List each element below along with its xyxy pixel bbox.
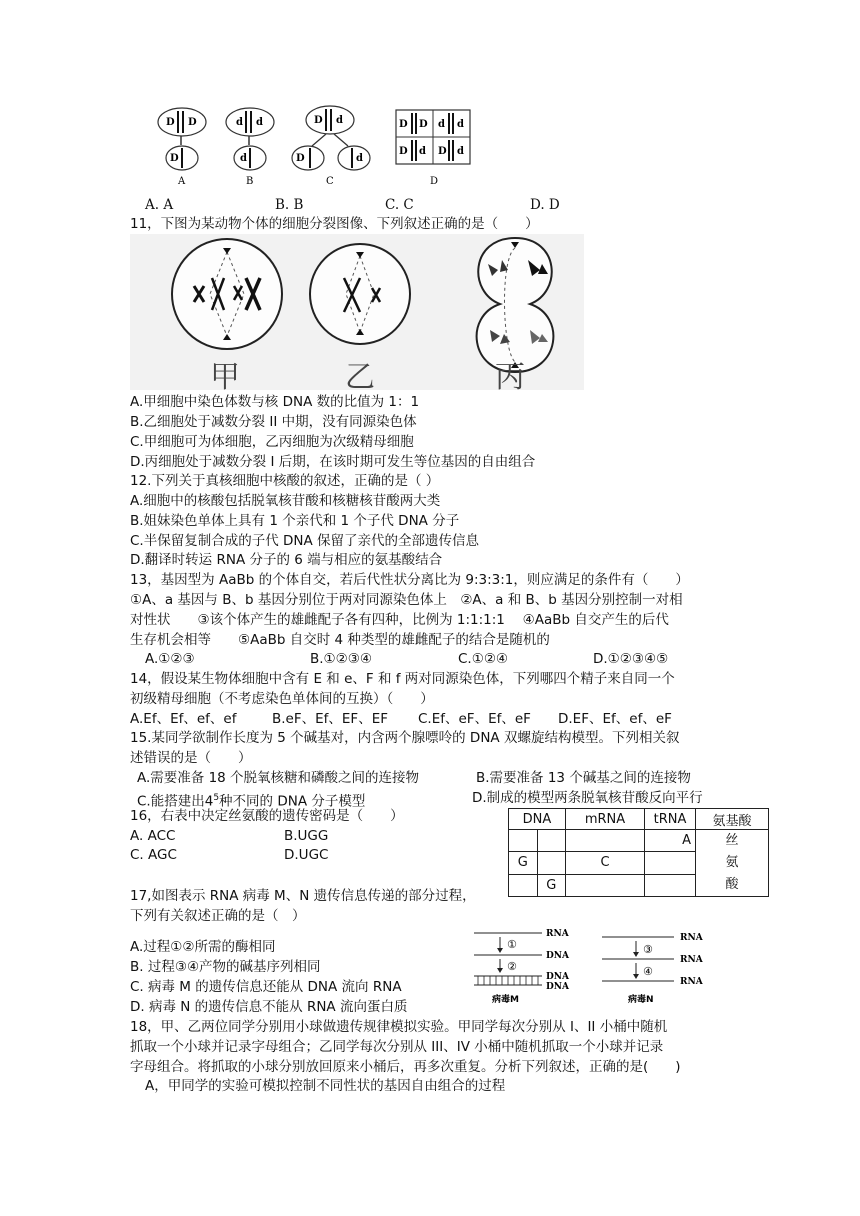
q13-option-a[interactable]: A.①②③ [145, 651, 195, 667]
q14-stem: 14，假设某生物体细胞中含有 E 和 e、F 和 f 两对同源染色体，下列哪四个精子来自同一个 [130, 671, 675, 687]
amino-char: 酸 [725, 877, 739, 892]
q17-option-b[interactable]: B. 过程③④产物的碱基序列相同 [130, 959, 321, 975]
table-header-mrna: mRNA [566, 809, 645, 830]
table-row [509, 809, 769, 830]
table-cell [537, 830, 566, 852]
table-cell [537, 852, 566, 874]
q15-option-d[interactable]: D.制成的模型两条脱氧核苷酸反向平行 [472, 790, 703, 806]
q15-option-c-text-cont: 种不同的 DNA 分子模型 [219, 793, 366, 810]
q11-cell-yi [310, 244, 410, 344]
q17-virus-n-name: 病毒N [628, 995, 654, 1005]
q11-option-b[interactable]: B.乙细胞处于减数分裂 II 中期，没有同源染色体 [130, 414, 417, 430]
q13-option-c[interactable]: C.①②④ [458, 651, 509, 667]
q10-gene-label: D [419, 119, 428, 130]
q17-m-label: DNA [546, 982, 570, 992]
table-cell [566, 830, 645, 852]
q12-option-b[interactable]: B.姐妹染色单体上具有 1 个亲代和 1 个子代 DNA 分子 [130, 513, 460, 529]
q10-option-d[interactable]: D. D [530, 197, 560, 213]
q16-stem: 16，右表中决定丝氨酸的遗传密码是（ ） [130, 808, 404, 824]
q10-option-c[interactable]: C. C [385, 197, 414, 213]
q16-option-a[interactable]: A. ACC [130, 828, 176, 844]
q17-stem-cont: 下列有关叙述正确的是（ ） [130, 908, 306, 924]
table-cell [509, 874, 538, 896]
q10-gene-label: d [457, 146, 464, 157]
q14-option-b[interactable]: B.eF、Ef、EF、EF [272, 711, 388, 727]
q13-stem: 13，基因型为 AaBb 的个体自交，若后代性状分离比为 9:3:3:1，则应满足的条件有（ ） [130, 572, 689, 588]
q10-figure [150, 100, 480, 188]
q10-fig-label: C [326, 176, 334, 187]
q17-option-a[interactable]: A.过程①②所需的酶相同 [130, 939, 276, 955]
q17-m-label: RNA [546, 929, 569, 939]
q10-fig-label: B [246, 176, 254, 187]
q13-option-d[interactable]: D.①②③④⑤ [593, 651, 669, 667]
q10-gene-label: d [336, 115, 343, 126]
q15-option-b[interactable]: B.需要准备 13 个碱基之间的连接物 [476, 770, 691, 786]
q10-fig-b [226, 108, 274, 187]
q11-option-c[interactable]: C.甲细胞可为体细胞，乙丙细胞为次级精母细胞 [130, 434, 414, 450]
q17-m-step: ① [507, 938, 517, 951]
q10-option-a[interactable]: A. A [145, 197, 174, 213]
q11-label-yi: 乙 [345, 360, 375, 395]
q15-option-c-text: C.能搭建出4 [137, 793, 214, 810]
q10-fig-c [292, 106, 370, 187]
q14-option-d[interactable]: D.EF、Ef、ef、eF [558, 711, 672, 727]
q16-option-d[interactable]: D.UGC [284, 847, 329, 863]
table-cell-amino [696, 830, 769, 897]
q17-virus-m-diagram [474, 929, 570, 1005]
q14-stem-cont: 初级精母细胞（不考虑染色单体间的互换）（ ） [130, 691, 434, 707]
table-cell [645, 874, 696, 896]
q15-stem: 15.某同学欲制作长度为 5 个碱基对，内含两个腺嘌呤的 DNA 双螺旋结构模型。下列相关叙 [130, 730, 680, 746]
table-cell: C [566, 852, 645, 874]
q18-option-a[interactable]: A，甲同学的实验可模拟控制不同性状的基因自由组合的过程 [145, 1078, 506, 1094]
q10-fig-a [158, 108, 206, 187]
q17-virus-m-name: 病毒M [492, 995, 519, 1005]
q15-superscript: 5 [213, 793, 220, 803]
q10-gene-label: D [399, 146, 408, 157]
q10-gene-label: d [419, 146, 426, 157]
q10-gene-label: D [170, 153, 179, 164]
q17-stem: 17,如图表示 RNA 病毒 M、N 遗传信息传递的部分过程， [130, 888, 476, 904]
q10-gene-label: D [188, 117, 197, 128]
amino-char: 氨 [725, 855, 739, 870]
q10-gene-label: d [457, 119, 464, 130]
q10-gene-label: D [166, 117, 175, 128]
q17-option-d[interactable]: D. 病毒 N 的遗传信息不能从 RNA 流向蛋白质 [130, 999, 408, 1015]
q10-gene-label: d [256, 117, 263, 128]
q11-stem: 11，下图为某动物个体的细胞分裂图像、下列叙述正确的是（ ） [130, 216, 539, 232]
q11-option-d[interactable]: D.丙细胞处于减数分裂 I 后期，在该时期可发生等位基因的自由组合 [130, 454, 536, 470]
table-cell: A [645, 830, 696, 852]
q18-stem-cont: 字母组合。将抓取的小球分别放回原来小桶后，再多次重复。分析下列叙述，正确的是( ) [130, 1059, 681, 1075]
q10-gene-label: D [314, 115, 323, 126]
table-header-trna: tRNA [645, 809, 696, 830]
q10-gene-label: d [240, 153, 247, 164]
q17-n-label: RNA [680, 977, 703, 987]
q10-gene-label: d [438, 119, 445, 130]
table-row [509, 830, 769, 852]
q14-option-c[interactable]: C.Ef、eF、Ef、eF [418, 711, 531, 727]
q11-cell-figure [130, 234, 584, 395]
q10-gene-label: d [236, 117, 243, 128]
q16-option-b[interactable]: B.UGG [284, 828, 329, 844]
q12-option-d[interactable]: D.翻译时转运 RNA 分子的 6 端与相应的氨基酸结合 [130, 552, 443, 568]
q10-gene-label: d [356, 153, 363, 164]
q12-option-a[interactable]: A.细胞中的核酸包括脱氧核苷酸和核糖核苷酸两大类 [130, 493, 441, 509]
table-cell [645, 852, 696, 874]
q15-option-a[interactable]: A.需要准备 18 个脱氧核糖和磷酸之间的连接物 [137, 770, 420, 786]
q16-codon-table [508, 808, 769, 897]
table-cell: G [537, 874, 566, 896]
q11-label-bing: 丙 [495, 360, 525, 395]
q11-option-a[interactable]: A.甲细胞中染色体数与核 DNA 数的比值为 1：1 [130, 394, 420, 410]
q10-fig-label: D [430, 176, 439, 187]
amino-char: 丝 [725, 833, 739, 848]
q13-condition-line: ①A、a 基因与 B、b 基因分别位于两对同源染色体上 ②A、a 和 B、b 基因分别控制一对相 [130, 592, 683, 608]
table-cell [509, 830, 538, 852]
q13-option-b[interactable]: B.①②③④ [310, 651, 372, 667]
q10-gene-label: D [296, 153, 305, 164]
q10-fig-d [396, 110, 470, 187]
table-cell: G [509, 852, 538, 874]
table-header-amino: 氨基酸 [696, 809, 769, 830]
q12-stem: 12.下列关于真核细胞中核酸的叙述，正确的是（ ） [130, 473, 440, 489]
q11-cell-jia [172, 239, 282, 349]
q18-stem-cont: 抓取一个小球并记录字母组合；乙同学每次分别从 III、IV 小桶中随机抓取一个小球并记录 [130, 1039, 664, 1055]
q13-condition-line: 生存机会相等 ⑤AaBb 自交时 4 种类型的雄雌配子的结合是随机的 [130, 632, 550, 648]
q18-stem: 18，甲、乙两位同学分别用小球做遗传规律模拟实验。甲同学每次分别从 I、II 小桶中随机 [130, 1019, 668, 1035]
q17-m-label: DNA [546, 972, 570, 982]
table-header-dna: DNA [509, 809, 566, 830]
q17-virus-figure [470, 925, 720, 1007]
q17-n-label: RNA [680, 933, 703, 943]
q10-gene-label: D [399, 119, 408, 130]
q17-n-step: ④ [643, 965, 653, 978]
q10-option-b[interactable]: B. B [275, 197, 304, 213]
q15-stem-cont: 述错误的是（ ） [130, 750, 252, 766]
q17-n-step: ③ [643, 943, 653, 956]
q17-m-step: ② [507, 960, 517, 973]
q11-label-jia: 甲 [210, 360, 240, 395]
q16-option-c[interactable]: C. AGC [130, 847, 177, 863]
q17-virus-n-diagram [602, 933, 704, 1005]
q10-gene-label: D [438, 146, 447, 157]
q13-condition-line: 对性状 ③该个体产生的雄雌配子各有四种，比例为 1:1:1:1 ④AaBb 自交产生的后代 [130, 612, 669, 628]
q17-m-label: DNA [546, 951, 570, 961]
q17-option-c[interactable]: C. 病毒 M 的遗传信息还能从 DNA 流向 RNA [130, 979, 402, 995]
q14-option-a[interactable]: A.Ef、Ef、ef、ef [130, 711, 237, 727]
q10-fig-label: A [178, 176, 186, 187]
table-cell [566, 874, 645, 896]
q12-option-c[interactable]: C.半保留复制合成的子代 DNA 保留了亲代的全部遗传信息 [130, 533, 480, 549]
q17-n-label: RNA [680, 955, 703, 965]
